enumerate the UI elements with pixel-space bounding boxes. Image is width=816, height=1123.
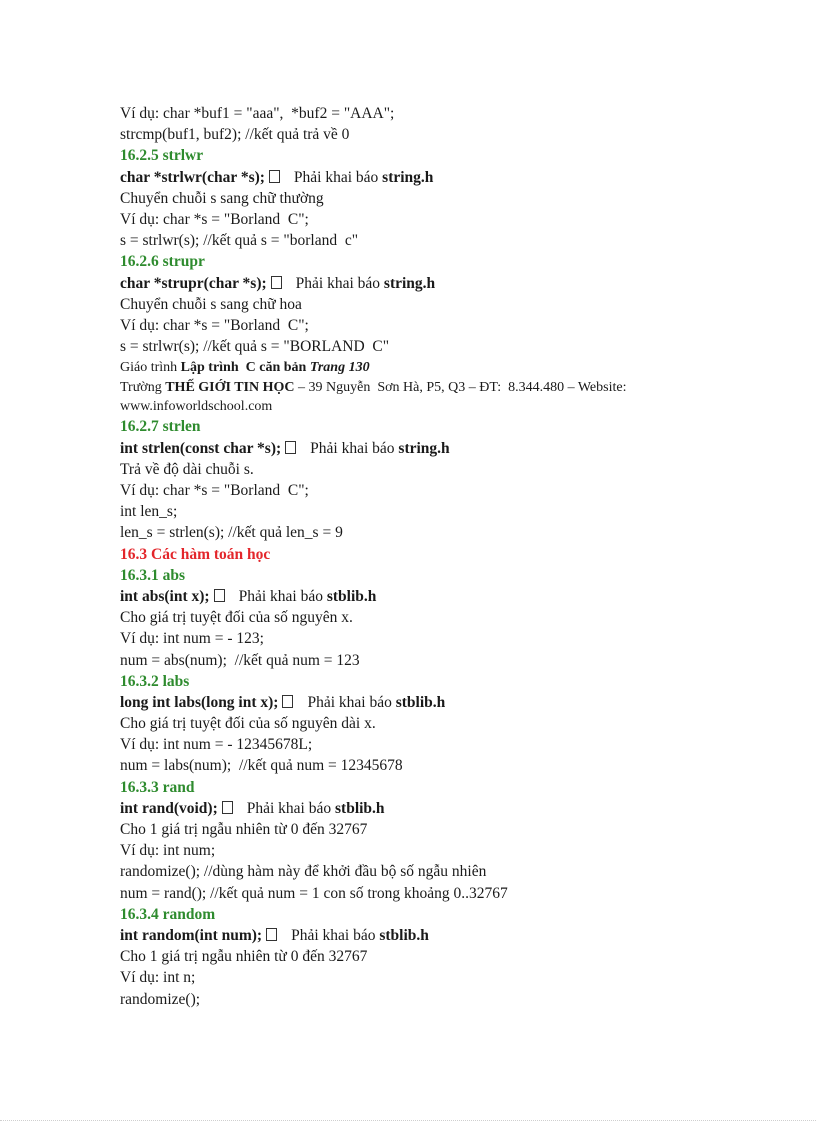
page-footer-school [120,378,760,397]
signature-line [120,692,760,713]
header-file: stblib.h [395,693,446,711]
empty-box-glyph-icon [222,801,233,814]
declaration-prefix: Phải khai báo [293,168,383,186]
signature-line [120,167,760,188]
declaration-prefix: Phải khai báo [291,926,380,944]
empty-box-glyph-icon [285,441,296,454]
signature-line [120,586,760,607]
header-file: string.h [382,168,434,186]
section-heading-strlwr: 16.2.5 strlwr [120,147,204,165]
footer-school-name: THẾ GIỚI TIN HỌC [165,380,295,396]
example-line: num = rand(); //kết quả num = 1 con số trong khoảng 0..32767 [120,884,508,902]
example-line: randomize(); [120,990,201,1008]
function-signature: char *strlwr(char *s); [120,168,265,186]
example-line: Ví dụ: char *buf1 = "aaa", *buf2 = "AAA"; [120,105,395,122]
example-line: num = labs(num); //kết quả num = 12345678 [120,757,403,775]
signature-line [120,438,760,459]
empty-box-glyph-icon [269,170,280,183]
section-heading-math: 16.3 Các hàm toán học [120,545,271,563]
function-signature: int random(int num); [120,926,263,944]
declaration-prefix: Phải khai báo [295,274,384,292]
footer-address: – 39 Nguyễn Sơn Hà, P5, Q3 – ĐT: 8.344.480 – Website: [294,380,627,396]
page-footer-title [120,357,760,378]
document-page [120,103,760,1010]
function-signature: int strlen(const char *s); [120,439,282,457]
description-line: Chuyển chuỗi s sang chữ thường [120,189,324,207]
section-heading-random: 16.3.4 random [120,905,216,923]
header-file: stblib.h [335,799,385,817]
page-edge-divider [0,1120,816,1121]
signature-line [120,273,760,294]
example-line: Ví dụ: int num = - 123; [120,630,264,648]
example-line: s = strlwr(s); //kết quả s = "borland c" [120,232,359,250]
empty-box-glyph-icon [271,276,282,289]
example-line: Ví dụ: char *s = "Borland C"; [120,210,309,228]
header-file: string.h [398,439,450,457]
empty-box-glyph-icon [282,695,293,708]
header-file: stblib.h [379,926,429,944]
description-line: Cho 1 giá trị ngẫu nhiên từ 0 đến 32767 [120,948,368,966]
section-heading-abs: 16.3.1 abs [120,566,186,584]
description-line: Trả về độ dài chuỗi s. [120,460,254,478]
function-signature: char *strupr(char *s); [120,274,267,292]
header-file: stblib.h [326,587,377,605]
example-line: Ví dụ: char *s = "Borland C"; [120,482,309,499]
declaration-prefix: Phải khai báo [307,693,396,711]
example-line: int len_s; [120,503,178,521]
footer-page-number: Trang 130 [309,360,370,376]
description-line: Cho 1 giá trị ngẫu nhiên từ 0 đến 32767 [120,821,368,838]
header-file: string.h [383,274,436,292]
declaration-prefix: Phải khai báo [246,799,335,817]
footer-school-prefix: Trường [120,380,166,396]
section-heading-labs: 16.3.2 labs [120,672,190,690]
section-heading-rand: 16.3.3 rand [120,778,195,796]
footer-prefix: Giáo trình [120,360,181,376]
function-signature: int rand(void); [120,799,218,817]
example-line: randomize(); //dùng hàm này để khởi đầu bộ số ngẫu nhiên [120,863,487,881]
example-line: Ví dụ: int num = - 12345678L; [120,736,313,754]
empty-box-glyph-icon [266,928,277,941]
function-signature: int abs(int x); [120,587,210,605]
signature-line [120,925,760,946]
description-line: Chuyển chuỗi s sang chữ hoa [120,295,302,313]
example-line: Ví dụ: int num; [120,842,216,860]
description-line: Cho giá trị tuyệt đối của số nguyên dài x. [120,715,376,733]
section-heading-strlen: 16.2.7 strlen [120,418,201,436]
example-line: Ví dụ: char *s = "Borland C"; [120,316,309,334]
example-line: s = strlwr(s); //kết quả s = "BORLAND C" [120,338,390,356]
function-signature: long int labs(long int x); [120,693,279,711]
declaration-prefix: Phải khai báo [310,439,399,457]
example-line: num = abs(num); //kết quả num = 123 [120,651,360,669]
footer-book-title: Lập trình C căn bản [180,360,307,376]
declaration-prefix: Phải khai báo [238,587,327,605]
section-heading-strupr: 16.2.6 strupr [120,253,205,271]
example-line: len_s = strlen(s); //kết quả len_s = 9 [120,524,343,542]
empty-box-glyph-icon [214,589,225,602]
footer-website: www.infoworldschool.com [120,399,273,415]
example-line: strcmp(buf1, buf2); //kết quả trả về 0 [120,126,350,144]
signature-line [120,798,760,819]
example-line: Ví dụ: int n; [120,969,196,987]
description-line: Cho giá trị tuyệt đối của số nguyên x. [120,609,353,627]
